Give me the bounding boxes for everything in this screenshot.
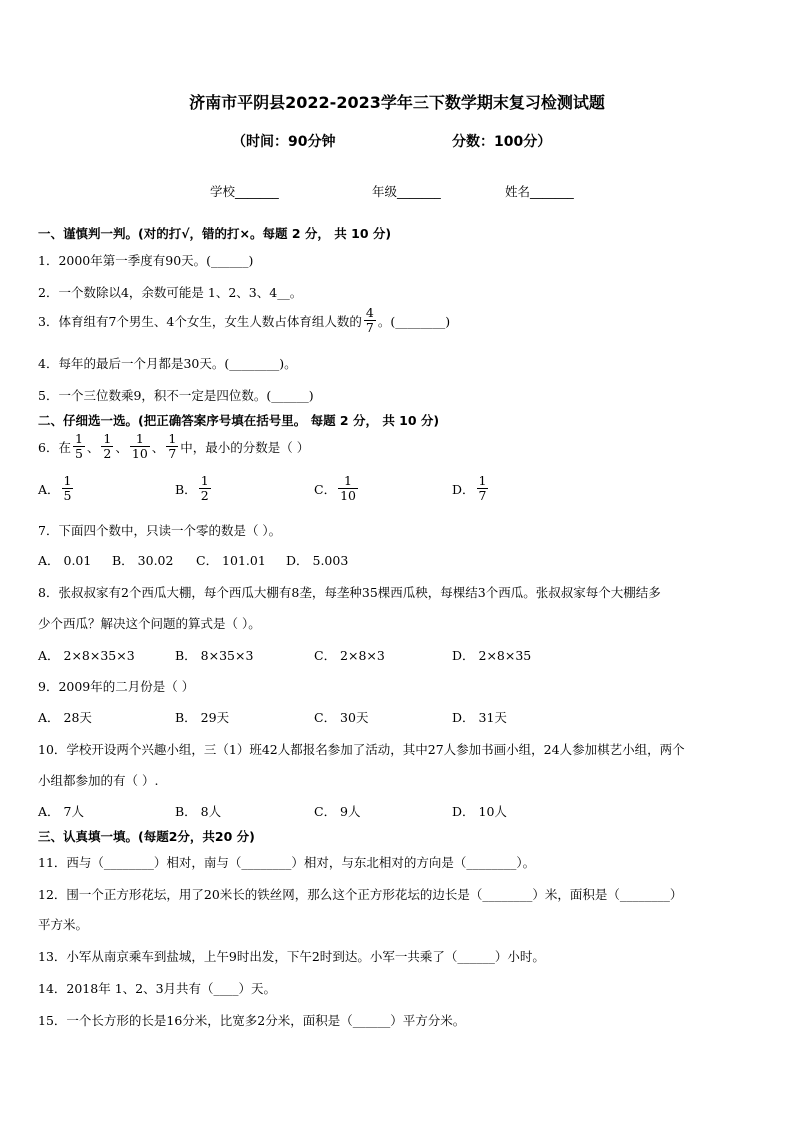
- fraction-1-2: [101, 432, 113, 462]
- option-8b[interactable]: B． 8×35×3: [175, 648, 254, 663]
- section3-heading: 三、认真填一填。(每题2分，共20 分): [38, 829, 255, 844]
- question-14: 14．2018年 1、2、3月共有（____）天。: [38, 981, 277, 996]
- numerator: 1: [200, 473, 209, 488]
- question-7: 7．下面四个数中，只读一个零的数是（ ）。: [38, 523, 282, 538]
- option-10d[interactable]: D． 10人: [452, 804, 507, 819]
- exam-time: （时间：90分钟: [232, 134, 336, 150]
- section2-heading: 二、仔细选一选。(把正确答案序号填在括号里。 每题 2 分， 共 10 分): [38, 413, 440, 428]
- separator: 、: [115, 439, 128, 455]
- option-9d[interactable]: D． 31天: [452, 710, 507, 725]
- question-11: 11．西与（________）相对，南与（________）相对，与东北相对的方向是（________）。: [38, 855, 536, 870]
- fraction-1-5: [73, 432, 85, 462]
- option-8a[interactable]: A． 2×8×35×3: [38, 648, 135, 663]
- exam-score: 分数：100分）: [452, 134, 552, 150]
- numerator: 1: [135, 431, 144, 446]
- denominator: 7: [168, 446, 177, 462]
- grade-field[interactable]: 年级_______: [372, 184, 441, 199]
- question-3: [38, 306, 450, 336]
- question-8-line2: 少个西瓜？解决这个问题的算式是（ ）。: [38, 616, 261, 631]
- question-9: 9．2009年的二月份是（ ）: [38, 679, 195, 694]
- option-7c[interactable]: C． 101.01: [196, 553, 266, 568]
- question-6-suffix: 中，最小的分数是（ ）: [180, 439, 310, 455]
- question-3-answer: 。(________): [377, 313, 451, 329]
- question-15: 15．一个长方形的长是16分米，比宽多2分米，面积是（______）平方分米。: [38, 1013, 466, 1028]
- numerator: 1: [168, 431, 177, 446]
- question-10-line2: 小组都参加的有（ ）.: [38, 773, 159, 788]
- numerator: 1: [344, 473, 352, 488]
- option-9a[interactable]: A． 28天: [38, 710, 92, 725]
- question-12-line2: 平方米。: [38, 917, 89, 932]
- question-1: 1．2000年第一季度有90天。(______): [38, 253, 254, 268]
- option-6b[interactable]: [175, 474, 213, 504]
- question-10-line1: 10．学校开设两个兴趣小组，三（1）班42人都报名参加了活动，其中27人参加书画小组，24人参加棋艺小组，两个: [38, 742, 685, 757]
- question-6-prefix: 6．在: [38, 439, 71, 455]
- page-title: 济南市平阴县2022-2023学年三下数学期末复习检测试题: [189, 93, 605, 112]
- denominator: 2: [200, 488, 209, 504]
- denominator: 7: [478, 488, 487, 504]
- question-13: 13．小军从南京乘车到盐城，上午9时出发，下午2时到达。小军一共乘了（______）小时。: [38, 949, 545, 964]
- option-7b[interactable]: B． 30.02: [112, 553, 174, 568]
- option-letter: D．: [452, 481, 475, 497]
- numerator: 1: [478, 473, 487, 488]
- numerator: 1: [103, 431, 112, 446]
- option-fraction: [199, 474, 211, 504]
- option-9c[interactable]: C． 30天: [314, 710, 369, 725]
- section1-heading: 一、谨慎判一判。(对的打√，错的打×。每题 2 分， 共 10 分): [38, 226, 392, 241]
- denominator: 10: [131, 446, 148, 462]
- option-fraction: [62, 474, 74, 504]
- option-9b[interactable]: B． 29天: [175, 710, 230, 725]
- option-8c[interactable]: C． 2×8×3: [314, 648, 385, 663]
- fraction-1-7: [166, 432, 178, 462]
- option-6a[interactable]: [38, 474, 75, 504]
- option-letter: A．: [38, 481, 60, 497]
- denominator: 10: [340, 488, 356, 504]
- option-8d[interactable]: D． 2×8×35: [452, 648, 532, 663]
- option-6c[interactable]: [314, 474, 360, 504]
- fraction-numerator: 4: [365, 305, 374, 320]
- fraction-1-10: [130, 432, 150, 462]
- option-fraction: [477, 474, 489, 504]
- option-6d[interactable]: [452, 474, 490, 504]
- separator: 、: [151, 439, 165, 455]
- separator: 、: [86, 439, 100, 455]
- school-field[interactable]: 学校_______: [210, 184, 279, 199]
- numerator: 1: [74, 431, 83, 446]
- option-10c[interactable]: C． 9人: [314, 804, 361, 819]
- question-4: 4．每年的最后一个月都是30天。(________)。: [38, 356, 297, 371]
- question-3-fraction: [364, 306, 376, 336]
- numerator: 1: [63, 473, 72, 488]
- option-10a[interactable]: A． 7人: [38, 804, 84, 819]
- denominator: 5: [74, 446, 83, 462]
- question-3-text: 3．体育组有7个男生、4个女生，女生人数占体育组人数的: [38, 313, 362, 329]
- name-field[interactable]: 姓名_______: [505, 184, 574, 199]
- option-7d[interactable]: D． 5.003: [286, 553, 349, 568]
- question-5: 5．一个三位数乘9，积不一定是四位数。(______): [38, 388, 314, 403]
- question-2: 2．一个数除以4，余数可能是 1、2、3、4__。: [38, 285, 303, 300]
- question-12-line1: 12．围一个正方形花坛，用了20米长的铁丝网，那么这个正方形花坛的边长是（________）米，面积是（________）: [38, 887, 683, 902]
- option-7a[interactable]: A． 0.01: [38, 553, 92, 568]
- option-fraction: [338, 474, 358, 504]
- denominator: 2: [103, 446, 112, 462]
- question-8-line1: 8．张叔叔家有2个西瓜大棚，每个西瓜大棚有8垄，每垄种35棵西瓜秧，每棵结3个西瓜。张叔叔家每个大棚结多: [38, 585, 661, 600]
- option-letter: B．: [175, 481, 197, 497]
- question-6: [38, 432, 309, 462]
- denominator: 5: [63, 488, 72, 504]
- option-letter: C．: [314, 481, 337, 497]
- option-10b[interactable]: B． 8人: [175, 804, 222, 819]
- fraction-denominator: 7: [365, 320, 374, 336]
